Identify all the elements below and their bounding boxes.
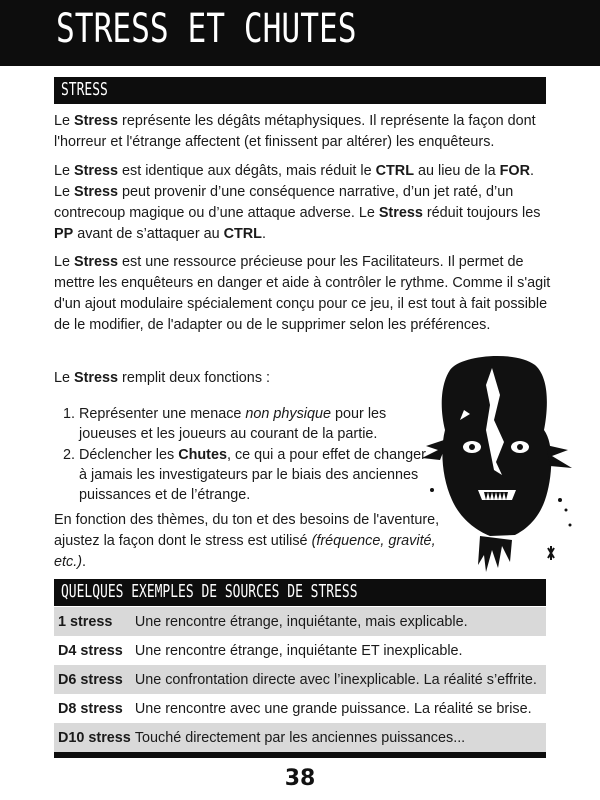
stress-level: D10 stress — [54, 723, 131, 752]
paragraph-mechanics: Le Stress est identique aux dégâts, mais réduit le CTRL au lieu de la FOR. Le Stress peut provenir d’une conséquence narrative, d’un jet raté, d’un contrecoup magique ou d’une attaque adverse. Le Stress réduit toujours les PP avant de s’attaquer au CTRL. — [54, 163, 541, 242]
section-title: QUELQUES EXEMPLES DE SOURCES DE STRESS — [61, 581, 358, 602]
stress-description: Touché directement par les anciennes puissances... — [131, 723, 546, 752]
table-row — [54, 723, 546, 752]
stress-level: D6 stress — [54, 665, 131, 694]
paragraph-functions-intro: Le Stress remplit deux fonctions : — [54, 370, 271, 386]
page-title: STRESS ET CHUTES — [56, 6, 357, 52]
list-item: 1. Représenter une menace non physique pour les joueuses et les joueurs au courant de la partie. — [79, 404, 429, 444]
stress-level: 1 stress — [54, 607, 131, 636]
paragraph-resource: Le Stress est une ressource précieuse pour les Facilitateurs. Il permet de mettre les enquêteurs en danger et aide à contrôler le rythme. Comme il s'agit d'un ajout modulaire spécialement conçu pour ce jeu, il est tout à fait possible de le modifier, de l'adapter ou de le supprimer selon les préférences. — [54, 254, 551, 333]
table-row — [54, 665, 546, 694]
section-header-examples — [54, 579, 546, 606]
paragraph-adjust: En fonction des thèmes, du ton et des besoins de l'aventure, ajustez la façon dont le stress est utilisé (fréquence, gravité, etc.). — [54, 512, 440, 570]
page-number: 38 — [284, 766, 316, 791]
list-item: 2. Déclencher les Chutes, ce qui a pour effet de changer à jamais les investigateurs par le biais des anciennes puissances et de l’étrange. — [79, 445, 429, 505]
stress-sources-table — [54, 607, 546, 752]
table-bottom-rule — [54, 752, 546, 758]
section-title: STRESS — [61, 79, 108, 100]
stress-level: D8 stress — [58, 700, 123, 717]
stress-description: Une rencontre étrange, inquiétante, mais explicable. — [131, 607, 546, 636]
stress-description: Une confrontation directe avec l’inexplicable. La réalité s’effrite. — [131, 665, 546, 694]
paragraph-intro: Le Stress représente les dégâts métaphysiques. Il représente la façon dont l'horreur et l'étrange affectent (et finissent par altérer) les enquêteurs. — [54, 113, 536, 150]
table-row — [54, 694, 546, 723]
table-row — [54, 607, 546, 636]
functions-list — [57, 404, 429, 506]
section-header-stress — [54, 77, 546, 104]
horror-face-illustration — [420, 350, 580, 575]
table-row — [54, 636, 546, 665]
stress-level: D4 stress — [58, 642, 123, 659]
stress-description: Une rencontre avec une grande puissance. La réalité se brise. — [134, 700, 532, 717]
page-header-banner — [0, 0, 600, 66]
stress-description: Une rencontre étrange, inquiétante ET inexplicable. — [134, 642, 463, 659]
